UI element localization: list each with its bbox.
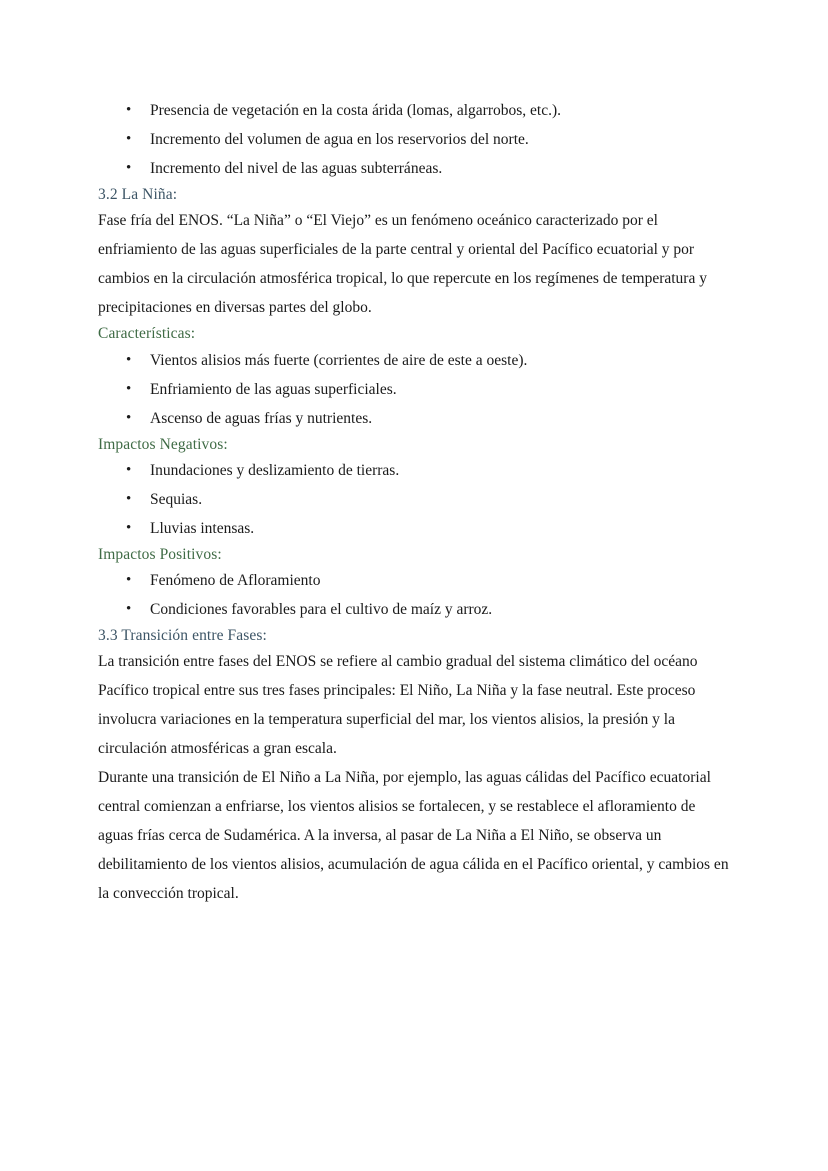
section-3-3-paragraph-2: Durante una transición de El Niño a La Niña, por ejemplo, las aguas cálidas del Pacífico ecuatorial central comienzan a enfriarse, los vientos alisios se fortalecen, y se restablece el afloramiento de aguas frías cerca de Sudamérica. A la inversa, al pasar de La Niña a El Niño, se observa un debilitamiento de los vientos alisios, acumulación de agua cálida en el Pacífico oriental, y cambios en la convección tropical. xyxy=(98,769,729,903)
list-item: • Condiciones favorables para el cultivo de maíz y arroz. xyxy=(98,595,730,624)
top-bullet-list xyxy=(98,96,730,183)
impactos-positivos-bullet-list xyxy=(98,566,730,624)
list-item: • Incremento del nivel de las aguas subterráneas. xyxy=(98,154,730,183)
subheading-impactos-negativos: Impactos Negativos: xyxy=(98,435,228,453)
section-3-2-intro-paragraph: Fase fría del ENOS. “La Niña” o “El Viejo” es un fenómeno oceánico caracterizado por el enfriamiento de las aguas superficiales de la parte central y oriental del Pacífico ecuatorial y por cambios en la circulación atmosférica tropical, lo que repercute en los regímenes de temperatura y precipitaciones en diversas partes del globo. xyxy=(98,212,707,317)
list-item: • Lluvias intensas. xyxy=(98,514,730,543)
subheading-caracteristicas: Características: xyxy=(98,325,196,343)
list-item: • Presencia de vegetación en la costa árida (lomas, algarrobos, etc.). xyxy=(98,96,730,125)
caracteristicas-bullet-list xyxy=(98,346,730,433)
section-heading-3-3: 3.3 Transición entre Fases: xyxy=(98,627,267,644)
list-item: • Fenómeno de Afloramiento xyxy=(98,566,730,595)
section-3-3-paragraph-1: La transición entre fases del ENOS se refiere al cambio gradual del sistema climático del océano Pacífico tropical entre sus tres fases principales: El Niño, La Niña y la fase neutral. Este proceso involucra variaciones en la temperatura superficial del mar, los vientos alisios, la presión y la circulación atmosféricas a gran escala. xyxy=(98,653,698,758)
section-heading-3-2: 3.2 La Niña: xyxy=(98,186,178,203)
list-item: • Vientos alisios más fuerte (corrientes de aire de este a oeste). xyxy=(98,346,730,375)
list-item: • Sequias. xyxy=(98,485,730,514)
list-item: • Inundaciones y deslizamiento de tierras. xyxy=(98,456,730,485)
impactos-negativos-bullet-list xyxy=(98,456,730,543)
document-body xyxy=(98,96,730,908)
list-item: • Incremento del volumen de agua en los reservorios del norte. xyxy=(98,125,730,154)
list-item: • Ascenso de aguas frías y nutrientes. xyxy=(98,404,730,433)
list-item: • Enfriamiento de las aguas superficiales. xyxy=(98,375,730,404)
subheading-impactos-positivos: Impactos Positivos: xyxy=(98,545,222,563)
